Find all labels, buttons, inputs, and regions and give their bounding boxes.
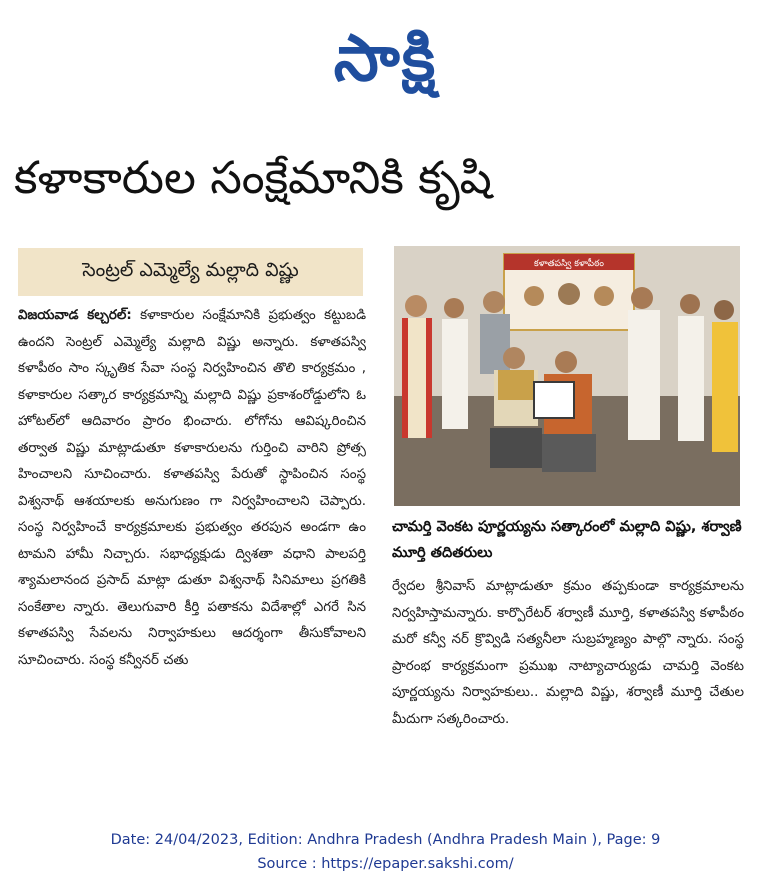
sakshi-logo: సాక్షి (333, 22, 438, 96)
footer-edition-line: Date: 24/04/2023, Edition: Andhra Pradesh (Andhra Pradesh Main ), Page: 9 (110, 832, 661, 848)
footer (0, 828, 771, 876)
photo-banner-text: కళాతపస్వి కళాపీఠం (534, 259, 604, 269)
article-body-left (18, 303, 366, 674)
article-subheadline: సెంట్రల్ ఎమ్మెల్యే మల్లాది విష్ణు (18, 248, 363, 296)
article-dateline: విజయవాడ కల్చరల్: (18, 308, 132, 323)
event-photo-illustration (394, 246, 740, 506)
standing-guest-6 (712, 300, 738, 452)
article-body-right: ర్వేదల శ్రీనివాస్ మాట్లాడుతూ క్రమం తప్పకుండా కార్యక్రమాలను నిర్వహిస్తామన్నారు. కార్పొరేటర్ శర్వాణీ మూర్తి, కళాతపస్వి కళాపీఠం మరో కన్వీ నర్ క్రొవ్విడి సత్యనీలా సుబ్రహ్మణ్యం పాల్గొ న్నారు. సంస్థ ప్రారంభ కార్యక్రమంగా ప్రముఖ నాట్యాచార్యుడు చామర్తి వెంకట పూర్ణయ్యను నిర్వాహకులు.. మల్లాది విష్ణు, శర్వాణీ మూర్తి చేతుల మీదుగా సత్కరించారు. (392, 579, 744, 727)
footer-source-line: Source : https://epaper.sakshi.com/ (257, 856, 514, 872)
framed-portrait (534, 382, 574, 418)
event-photo (394, 246, 740, 506)
masthead (0, 14, 771, 104)
article-headline: కళాకారుల సంక్షేమానికి కృషి (14, 151, 492, 204)
photo-caption: చామర్తి వెంకట పూర్ణయ్యను సత్కారంలో మల్లాది విష్ణు, శర్వాణి మూర్తి తదితరులు (392, 519, 742, 561)
standing-guest-5 (678, 294, 704, 441)
article-body-left-text: కళాకారుల సంక్షేమానికి ప్రభుత్వం కట్టుబడి ఉందని సెంట్రల్ ఎమ్మెల్యే మల్లాది విష్ణు అన్నారు. కళాతపస్వి కళాపీఠం సాం స్కృతిక సేవా సంస్థ నిర్వహించిన తొలి కార్యక్రమం , కళాకారుల సత్కార కార్యక్రమాన్ని మల్లాది విష్ణు ప్రకాశంరోడ్డులోని ఓ హోటల్‌లో ఆదివారం ప్రారం భించారు. లోగోను ఆవిష్కరించిన తర్వాత విష్ణు మాట్లాడుతూ కళాకారులను గుర్తించి వారిని ప్రోత్స హించాలని సూచించారు. కళాతపస్వి పేరుతో స్థాపించిన సంస్థ విశ్వనాథ్ ఆశయాలకు అనుగుణం గా నిర్వహించాలని చెప్పారు. సంస్థ నిర్వహించే కార్యక్రమాలకు ప్రభుత్వం తరపున అండగా ఉం టామని హామీ నిచ్చారు. సభాధ్యక్షుడు ద్విశతా వధాని పాలపర్తి శ్యామలానంద ప్రసాద్ మాట్లా డుతూ విశ్వనాథ్ సినిమాలు ప్రగతికి సంకేతాల న్నారు. తెలుగువారి కీర్తి పతాకను విదేశాల్లో ఎగరే సిన కళాతపస్వి సేవలను నిర్వాహకులు ఆదర్శంగా తీసుకోవాలని సూచించారు. సంస్థ కన్వీనర్ చతు (18, 308, 366, 668)
